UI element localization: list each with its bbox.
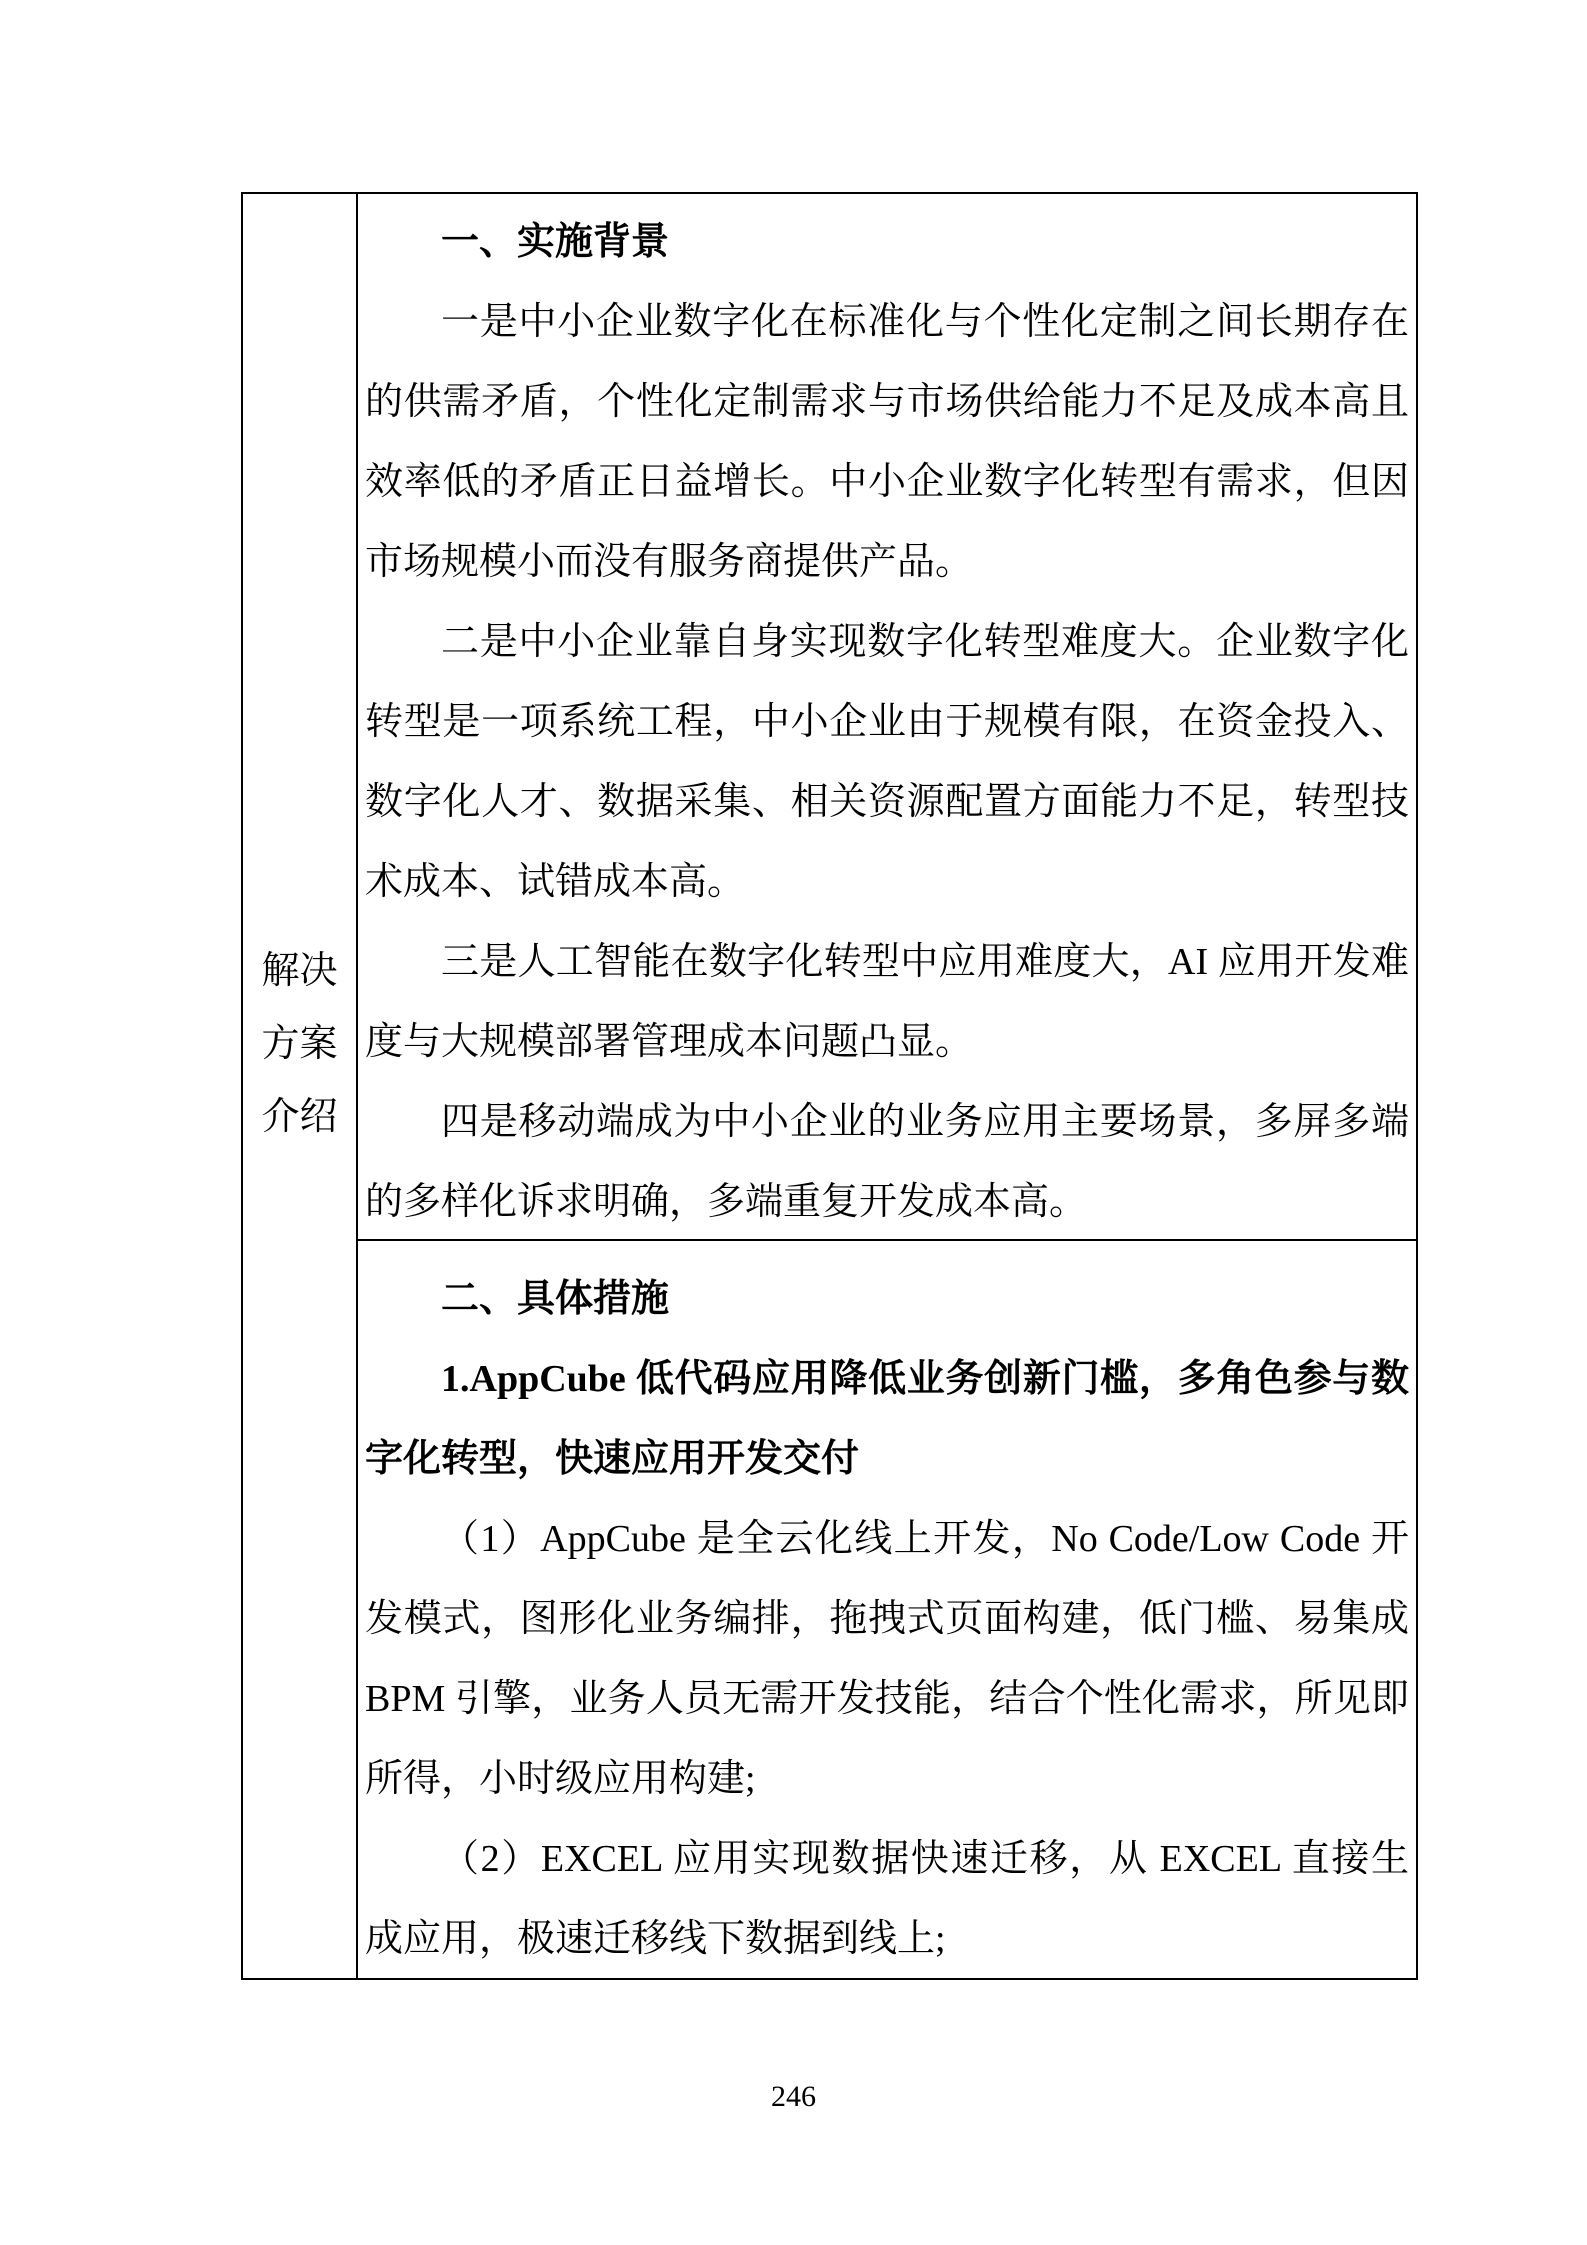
background-paragraph-2: 二是中小企业靠自身实现数字化转型难度大。企业数字化转型是一项系统工程，中小企业由于规模有限，在资金投入、数字化人才、数据采集、相关资源配置方面能力不足，转型技术成本、试错成本高。 (365, 621, 1409, 903)
background-paragraph-4: 四是移动端成为中小企业的业务应用主要场景，多屏多端的多样化诉求明确，多端重复开发成本高。 (365, 1101, 1409, 1223)
page-number: 246 (771, 2080, 816, 2113)
row-label-line-3: 介绍 (261, 1095, 338, 1138)
background-section-cell (358, 194, 1416, 1241)
row-label-cell (243, 194, 358, 1978)
measures-subheading: 1.AppCube 低代码应用降低业务创新门槛，多角色参与数字化转型，快速应用开发交付 (365, 1358, 1409, 1481)
background-paragraph-1: 一是中小企业数字化在标准化与个性化定制之间长期存在的供需矛盾，个性化定制需求与市场供给能力不足及成本高且效率低的矛盾正日益增长。中小企业数字化转型有需求，但因市场规模小而没有服务商提供产品。 (365, 301, 1409, 583)
solution-table (241, 192, 1418, 1980)
measures-section-cell (358, 1241, 1416, 1978)
background-heading: 一、实施背景 (441, 221, 670, 263)
measures-paragraph-2: （2）EXCEL 应用实现数据快速迁移，从 EXCEL 直接生成应用，极速迁移线下数据到线上; (365, 1838, 1409, 1961)
measures-heading: 二、具体措施 (441, 1278, 670, 1321)
row-label (261, 935, 337, 1154)
measures-paragraph-1: （1）AppCube 是全云化线上开发，No Code/Low Code 开发模式，图形化业务编排，拖拽式页面构建，低门槛、易集成 BPM 引擎，业务人员无需开发技能，结合个性化需求，所见即所得，小时级应用构建; (365, 1518, 1409, 1801)
content-column (358, 194, 1416, 1978)
row-label-line-1: 解决 (261, 949, 338, 992)
background-paragraph-3: 三是人工智能在数字化转型中应用难度大，AI 应用开发难度与大规模部署管理成本问题凸显。 (365, 941, 1409, 1063)
row-label-line-2: 方案 (261, 1022, 338, 1065)
